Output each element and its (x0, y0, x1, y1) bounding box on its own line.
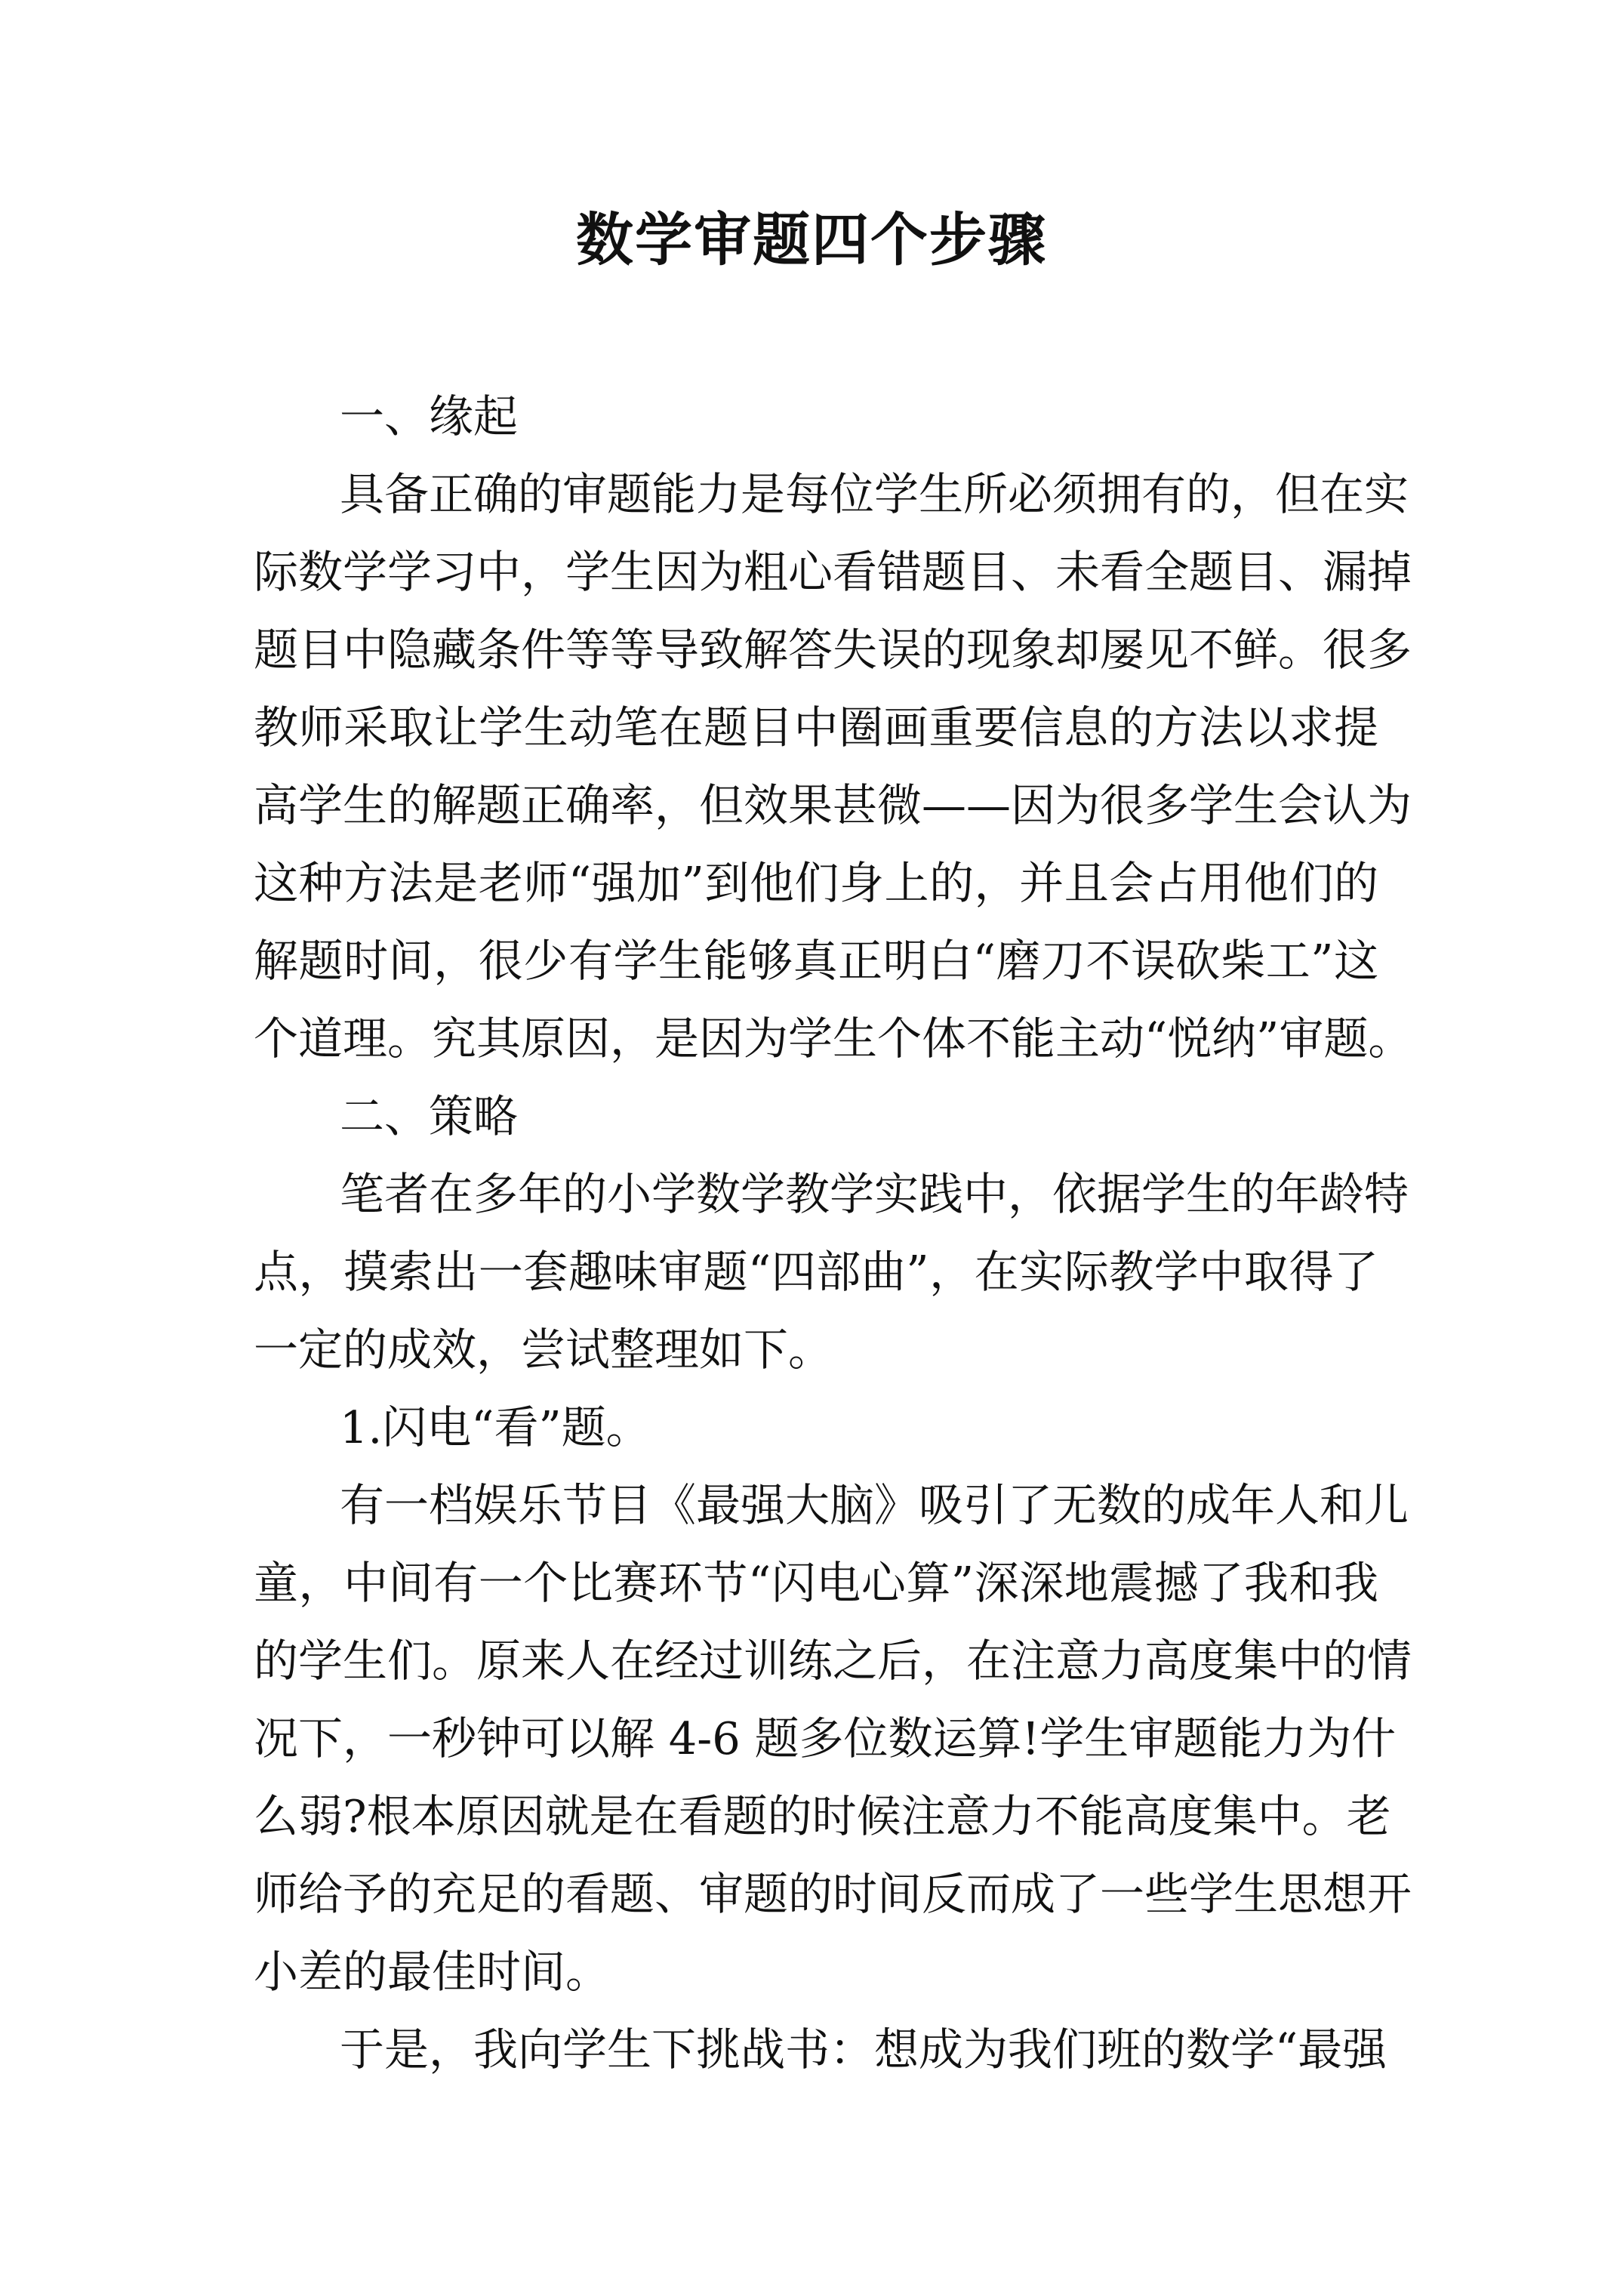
paragraph-line: 小差的最佳时间。 (254, 1946, 611, 1998)
paragraph-line: 高学生的解题正确率，但效果甚微——因为很多学生会认为 (254, 779, 1412, 831)
paragraph-line: 解题时间，很少有学生能够真正明白“磨刀不误砍柴工”这 (254, 935, 1378, 987)
paragraph-line: 有一档娱乐节目《最强大脑》吸引了无数的成年人和儿 (340, 1479, 1409, 1531)
paragraph-line: 教师采取让学生动笔在题目中圈画重要信息的方法以求提 (254, 701, 1378, 754)
paragraph-line: 于是，我向学生下挑战书：想成为我们班的数学“最强 (340, 2023, 1387, 2076)
paragraph-line: 具备正确的审题能力是每位学生所必须拥有的，但在实 (340, 468, 1409, 520)
paragraph-line: 题目中隐藏条件等等导致解答失误的现象却屡见不鲜。很多 (254, 624, 1412, 676)
document-title: 数学审题四个步骤 (576, 206, 1047, 273)
paragraph-line: 笔者在多年的小学数学教学实践中，依据学生的年龄特 (340, 1168, 1409, 1220)
paragraph-line: 么弱?根本原因就是在看题的时候注意力不能高度集中。老 (254, 1790, 1391, 1842)
document-body (254, 378, 1413, 2088)
paragraph-line: 况下，一秒钟可以解 4-6 题多位数运算!学生审题能力为什 (254, 1712, 1397, 1764)
paragraph-line: 际数学学习中，学生因为粗心看错题目、未看全题目、漏掉 (254, 546, 1412, 598)
section-heading-strategy: 二、策略 (340, 1090, 519, 1142)
paragraph-line: 点，摸索出一套趣味审题“四部曲”，在实际教学中取得了 (254, 1246, 1378, 1298)
subsection-heading: 1.闪电“看”题。 (340, 1401, 651, 1453)
paragraph-line: 一定的成效，尝试整理如下。 (254, 1324, 833, 1376)
paragraph-line: 的学生们。原来人在经过训练之后，在注意力高度集中的情 (254, 1635, 1412, 1687)
paragraph-line: 童，中间有一个比赛环节“闪电心算”深深地震撼了我和我 (254, 1557, 1378, 1609)
paragraph-line: 这种方法是老师“强加”到他们身上的，并且会占用他们的 (254, 857, 1378, 909)
paragraph-line: 师给予的充足的看题、审题的时间反而成了一些学生思想开 (254, 1868, 1412, 1920)
section-heading-origin: 一、缘起 (340, 390, 519, 442)
paragraph-line: 个道理。究其原因，是因为学生个体不能主动“悦纳”审题。 (254, 1012, 1413, 1065)
